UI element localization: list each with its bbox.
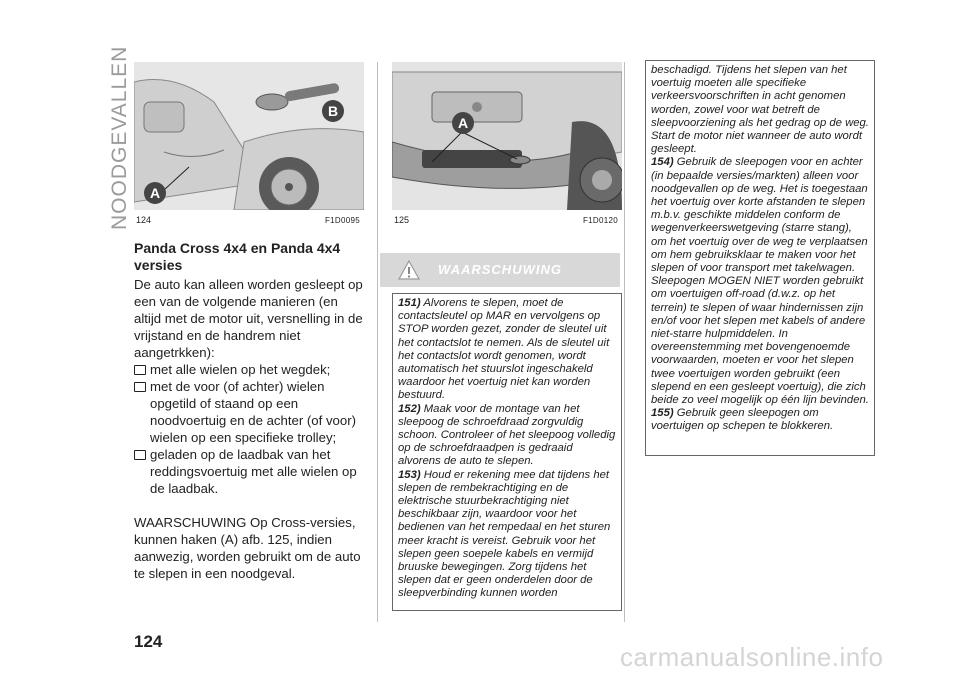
column-divider-2 bbox=[624, 62, 625, 622]
warning-box-part-1 bbox=[392, 293, 622, 611]
intro-paragraph: De auto kan alleen worden gesleept op een van de volgende manieren (en altijd met de motor uit, versnelling in de vrijstand en de handrem niet aangetrkken): bbox=[134, 277, 363, 360]
towing-bullet-icon bbox=[134, 365, 146, 375]
warning-item: 151) Alvorens te slepen, moet de contactsleutel op MAR en vervolgens op STOP worden gezet, zonder de sleutel uit het contactslot te nemen. Als de sleutel uit het contactslot wordt genomen, wordt automatisch het stuurslot ingeschakeld waardoor het voertuig niet kan worden bestuurd. bbox=[398, 297, 610, 402]
figure-125-image bbox=[392, 62, 622, 210]
warning-header bbox=[380, 253, 620, 287]
section-heading: Panda Cross 4x4 en Panda 4x4 versies bbox=[134, 240, 341, 273]
page-number: 124 bbox=[134, 632, 163, 651]
warning-item: 153) Houd er rekening mee dat tijdens het slepen de rembekrachtiging en de elektrische stuurbekrachtiging niet beschikbaar zijn, waardoor voor het bedienen van het rempedaal en het sturen meer kracht is vereist. Gebruik voor het slepen geen soepele kabels en vermijd bruuske bewegingen. Zorg tijdens het slepen dat er geen onderdelen door de sleepverbinding kunnen worden bbox=[398, 468, 611, 600]
callout-a-124: A bbox=[144, 182, 166, 204]
warning-item: 154) Gebruik de sleepogen voor en achter (in bepaalde versies/markten) alleen voor noodgevallen op de weg. Het is toegestaan het voertuig over korte afstanden te slepen m.b.v. geschikte middelen conform de wegenverkeerswetgeving (starre stang), om het voertuig over de weg te verplaatsen om hem gebruiksklaar te maken voor het slepen of voor transport met takelwagen. Sleepogen MOGEN NIET worden gebruikt om voertuigen off-road (d.w.z. op het terrein) te slepen of waar hindernissen zijn en/of voor het slepen met kabels of andere niet-starre hulpmiddelen. In overeenstemming met bovengenoemde voorwaarden, moeten er voor het slepen twee voertuigen worden gebruikt (een slepend en een gesleept voertuig), die zich beide zo veel mogelijk op één lijn bevinden. bbox=[651, 156, 869, 407]
bullet-text: geladen op de laadbak van het reddingsvoertuig met alle wielen op de laadbak. bbox=[150, 447, 357, 496]
bullet-item bbox=[134, 361, 366, 378]
figure-125-code: F1D0120 bbox=[583, 216, 619, 225]
figure-124-number: 124 bbox=[136, 215, 152, 225]
towing-bullet-icon bbox=[134, 382, 146, 392]
figure-124-code: F1D0095 bbox=[325, 216, 361, 225]
car-rear-illustration bbox=[134, 62, 364, 210]
car-front-illustration bbox=[392, 62, 622, 210]
cross-version-note: WAARSCHUWING Op Cross-versies, kunnen haken (A) afb. 125, indien aanwezig, worden gebruikt om de auto te slepen in een noodgeval. bbox=[134, 515, 361, 581]
figure-125-number: 125 bbox=[394, 215, 410, 225]
bullet-item bbox=[134, 446, 366, 497]
warning-continued: beschadigd. Tijdens het slepen van het voertuig moeten alle specifieke verkeersvoorschriften in acht genomen worden, zowel voor wat betreft de sleepvoorziening als het gedrag op de weg. Start de motor niet wanneer de auto wordt gesleept. bbox=[651, 64, 869, 156]
section-body bbox=[134, 276, 366, 582]
callout-b-124: B bbox=[322, 100, 344, 122]
warning-item: 155) Gebruik geen sleepogen om voertuigen op schepen te blokkeren. bbox=[651, 407, 834, 433]
bullet-item bbox=[134, 378, 366, 446]
chapter-side-tab bbox=[80, 40, 131, 230]
towing-bullet-icon bbox=[134, 450, 146, 460]
figure-124-image bbox=[134, 62, 364, 210]
column-divider-1 bbox=[377, 62, 378, 622]
bullet-text: met alle wielen op het wegdek; bbox=[150, 362, 331, 377]
watermark: carmanualsonline.info bbox=[620, 642, 884, 672]
warning-item: 152) Maak voor de montage van het sleepoog de schroefdraad zorgvuldig schoon. Controleer of het sleepoog volledig op de schroefdraadpen is gedraaid alvorens de auto te slepen. bbox=[398, 402, 616, 468]
warning-box-part-2 bbox=[645, 60, 875, 456]
chapter-title: NOODGEVALLEN bbox=[108, 45, 131, 230]
bullet-text: met de voor (of achter) wielen opgetild of staand op een noodvoertuig en de achter (of voor) wielen op een specifieke trolley; bbox=[150, 379, 356, 445]
callout-a-125: A bbox=[452, 112, 474, 134]
warning-title: WAARSCHUWING bbox=[438, 262, 562, 277]
